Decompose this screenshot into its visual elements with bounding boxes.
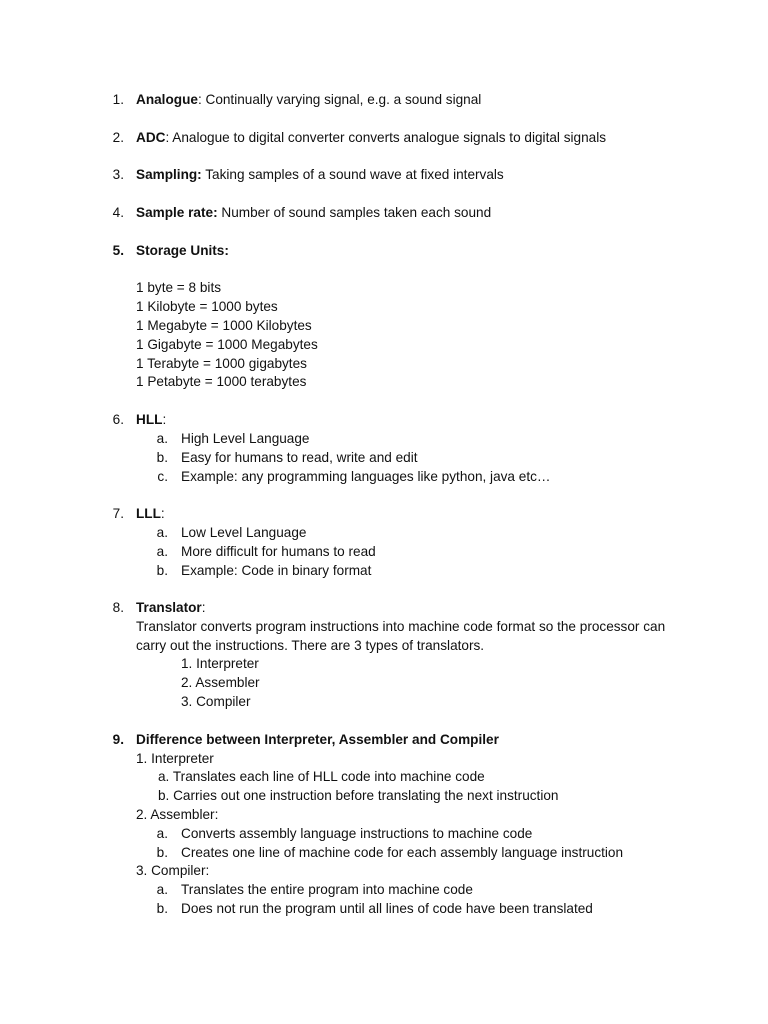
sub-marker: b. — [156, 450, 168, 465]
item-term: LLL — [136, 506, 161, 521]
sub-heading: 1. Interpreter — [136, 751, 214, 766]
item-definition: Analogue to digital converter converts analogue signals to digital signals — [169, 130, 607, 145]
sub-marker: a. — [156, 882, 168, 897]
sub-marker: b. — [156, 845, 168, 860]
item-term: Analogue — [136, 92, 198, 107]
sub-list-item: a. Translates each line of HLL code into machine code — [158, 769, 485, 784]
item-number: 1. — [112, 92, 124, 107]
item-number: 3. — [112, 167, 124, 182]
storage-unit-line: 1 Kilobyte = 1000 bytes — [136, 299, 278, 314]
sub-text: Low Level Language — [181, 525, 307, 540]
item-term: Storage Units: — [136, 243, 229, 258]
sub-text: Creates one line of machine code for each assembly language instruction — [181, 845, 624, 860]
sub-text: Does not run the program until all lines of code have been translated — [181, 901, 593, 916]
storage-unit-line: 1 Gigabyte = 1000 Megabytes — [136, 337, 318, 352]
item-number: 8. — [112, 600, 124, 615]
item-term: Sample rate: — [136, 205, 218, 220]
item-separator: : — [201, 600, 206, 615]
translator-type: 1. Interpreter — [181, 656, 259, 671]
sub-heading: 2. Assembler: — [136, 807, 219, 822]
item-number: 4. — [112, 205, 124, 220]
item-number: 2. — [112, 130, 124, 145]
item-number: 9. — [112, 732, 124, 747]
sub-marker: a. — [156, 544, 168, 559]
sub-text: Example: any programming languages like python, java etc… — [181, 469, 551, 484]
item-term: Translator — [136, 600, 202, 615]
paragraph-line: carry out the instructions. There are 3 types of translators. — [136, 638, 485, 653]
storage-unit-line: 1 Terabyte = 1000 gigabytes — [136, 356, 307, 371]
sub-text: Converts assembly language instructions to machine code — [181, 826, 533, 841]
sub-text: Easy for humans to read, write and edit — [181, 450, 418, 465]
sub-marker: a. — [156, 525, 168, 540]
sub-heading: 3. Compiler: — [136, 863, 210, 878]
storage-unit-line: 1 Megabyte = 1000 Kilobytes — [136, 318, 312, 333]
item-separator: : — [162, 412, 167, 427]
sub-text: More difficult for humans to read — [181, 544, 376, 559]
item-number: 5. — [112, 243, 124, 258]
translator-type: 2. Assembler — [181, 675, 260, 690]
item-separator: : — [160, 506, 165, 521]
storage-unit-line: 1 byte = 8 bits — [136, 280, 222, 295]
storage-unit-line: 1 Petabyte = 1000 terabytes — [136, 374, 307, 389]
sub-marker: b. — [156, 901, 168, 916]
paragraph-line: Translator converts program instructions into machine code format so the processor can — [136, 619, 666, 634]
sub-text: Example: Code in binary format — [181, 563, 372, 578]
item-separator: : — [197, 92, 202, 107]
sub-marker: b. — [156, 563, 168, 578]
item-term: Sampling: — [136, 167, 202, 182]
item-definition: Number of sound samples taken each sound — [217, 205, 492, 220]
item-term: HLL — [136, 412, 163, 427]
item-number: 6. — [112, 412, 124, 427]
sub-marker: a. — [156, 431, 168, 446]
item-separator: : — [165, 130, 170, 145]
sub-text: High Level Language — [181, 431, 310, 446]
item-number: 7. — [112, 506, 124, 521]
sub-list-item: b. Carries out one instruction before translating the next instruction — [158, 788, 559, 803]
sub-text: Translates the entire program into machine code — [181, 882, 473, 897]
sub-marker: a. — [156, 826, 168, 841]
item-term: ADC — [136, 130, 166, 145]
item-definition: Taking samples of a sound wave at fixed intervals — [201, 167, 504, 182]
item-definition: Continually varying signal, e.g. a sound signal — [201, 92, 482, 107]
translator-type: 3. Compiler — [181, 694, 251, 709]
sub-marker: c. — [157, 469, 168, 484]
item-term: Difference between Interpreter, Assembler and Compiler — [136, 732, 499, 747]
